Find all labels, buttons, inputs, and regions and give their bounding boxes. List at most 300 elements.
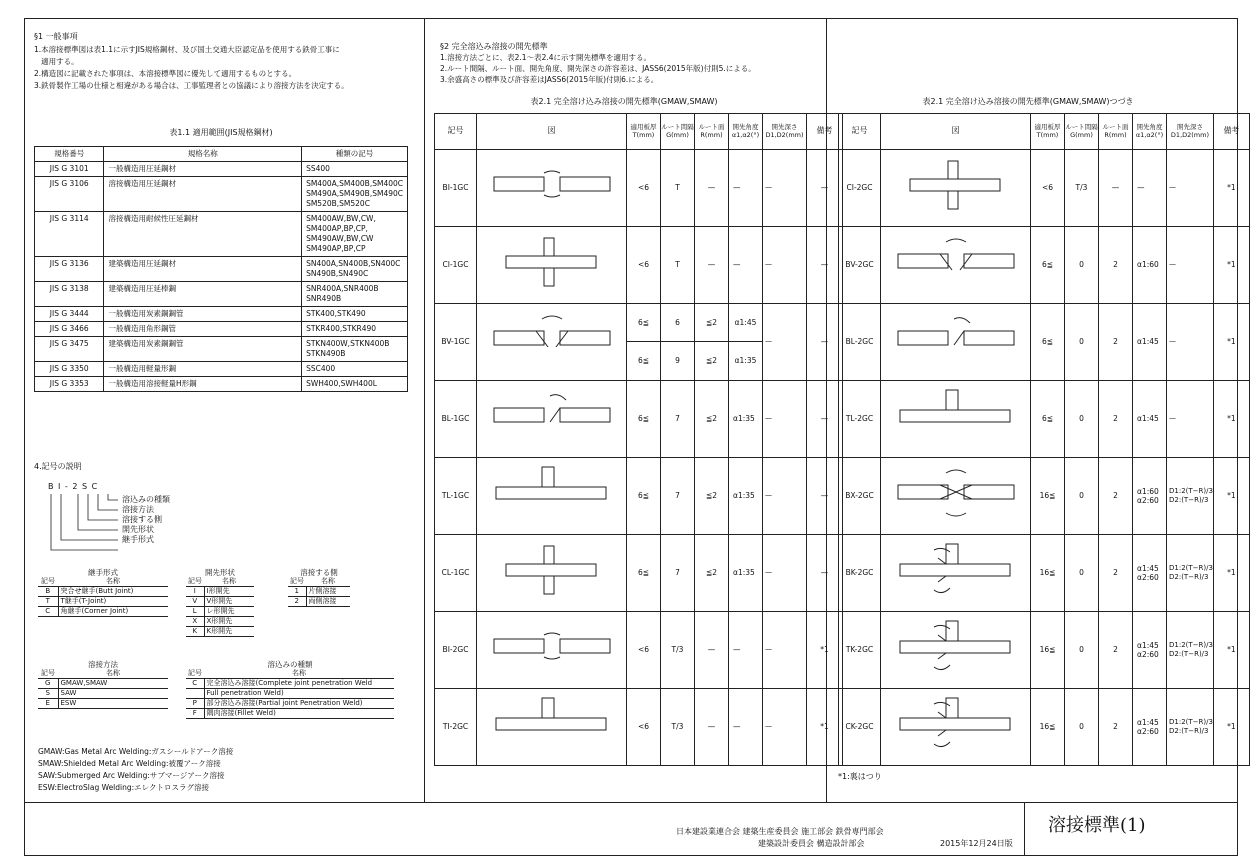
bevel-col-header: 図 xyxy=(477,113,627,149)
cell-d: — xyxy=(763,226,807,303)
bevel-row xyxy=(435,611,843,688)
legend-row xyxy=(186,617,254,627)
legend-code: 1 xyxy=(288,587,306,597)
cell-d: — xyxy=(1167,303,1214,380)
cell-r: — xyxy=(695,226,729,303)
legend-header-row xyxy=(38,669,168,679)
legend-table-title: 溶接方法 xyxy=(88,660,118,669)
diagram-cell xyxy=(881,534,1031,611)
legend-code: T xyxy=(38,597,58,607)
bevel-row xyxy=(435,303,843,380)
cell-code: JIS G 3101 xyxy=(35,161,104,176)
legend-code: C xyxy=(38,607,58,617)
cell-g: T/3 xyxy=(661,611,695,688)
value-upper: 6 xyxy=(661,304,694,342)
legend-code: 2 xyxy=(288,597,306,607)
cell-name: 建築構造用圧延鋼材 xyxy=(104,256,302,281)
cell-d: D1:2(T−R)/3 D2:(T−R)/3 xyxy=(1167,611,1214,688)
cell-name: 溶接構造用圧延鋼材 xyxy=(104,176,302,211)
section-2-notes xyxy=(440,52,820,85)
legend-table-title: 継手形式 xyxy=(88,568,118,577)
legend-col-header: 名称 xyxy=(204,577,254,587)
joint-diagram xyxy=(486,307,618,377)
cell-note: *1 xyxy=(1213,303,1249,380)
legend-code: E xyxy=(38,699,58,709)
cell-note: — xyxy=(807,534,843,611)
cell-t: 6≦ xyxy=(1031,380,1065,457)
bevel-col-header: 備考 xyxy=(807,113,843,149)
value-lower: ≦2 xyxy=(705,355,718,365)
cell-types: SM400AW,BW,CW, SM400AP,BP,CP, SM490AW,BW,CW SM490AP,BP,CP xyxy=(302,211,408,256)
cell-note: — xyxy=(807,303,843,380)
cell-t: <6 xyxy=(627,149,661,226)
legend-table-title: 溶接する側 xyxy=(300,568,338,577)
weld-code: BK-2GC xyxy=(839,534,881,611)
bevel-row xyxy=(435,149,843,226)
bevel-col-header: 開先深さ D1,D2(mm) xyxy=(1167,113,1214,149)
weld-code: TK-2GC xyxy=(839,611,881,688)
diagram-cell xyxy=(881,226,1031,303)
bevel-row xyxy=(839,380,1250,457)
cell-note: *1 xyxy=(1213,226,1249,303)
weld-code: BX-2GC xyxy=(839,457,881,534)
table-row xyxy=(35,176,408,211)
cell-g: 7 xyxy=(661,457,695,534)
legend-label: 開先形状 xyxy=(122,525,154,534)
cell-name: 溶接構造用耐候性圧延鋼材 xyxy=(104,211,302,256)
cell-types: STKN400W,STKN400B STKN490B xyxy=(302,336,408,361)
joint-diagram xyxy=(890,538,1022,608)
joint-diagram xyxy=(486,153,618,223)
cell-d: — xyxy=(763,457,807,534)
cell-g: T/3 xyxy=(661,688,695,765)
cell-r: ≦2 xyxy=(695,380,729,457)
cell-a: α1:45 xyxy=(1133,380,1167,457)
weld-code: BI-1GC xyxy=(435,149,477,226)
abbreviation-line: ESW:ElectroSlag Welding:エレクトロスラグ溶接 xyxy=(38,783,210,792)
bevel-row xyxy=(839,534,1250,611)
bevel-col-header: ルート面 R(mm) xyxy=(1099,113,1133,149)
diagram-cell xyxy=(477,380,627,457)
diagram-cell xyxy=(477,226,627,303)
cell-a: — xyxy=(729,688,763,765)
joint-diagram xyxy=(890,615,1022,685)
bevel-row xyxy=(839,688,1250,765)
legend-code xyxy=(186,689,204,699)
legend-name: I形開先 xyxy=(204,587,254,597)
table-1-1 xyxy=(34,128,408,392)
joint-diagram xyxy=(486,384,618,454)
diagram-cell xyxy=(477,534,627,611)
edition-date: 2015年12月24日版 xyxy=(940,839,1013,848)
legend-name: レ形開先 xyxy=(204,607,254,617)
cell-note: *1 xyxy=(807,688,843,765)
cell-code: JIS G 3114 xyxy=(35,211,104,256)
cell-t: 6≦ xyxy=(627,457,661,534)
symbol-example: B I - 2 S C xyxy=(48,482,99,491)
legend-row xyxy=(288,597,350,607)
cell-name: 建築構造用炭素鋼鋼管 xyxy=(104,336,302,361)
diagram-cell xyxy=(881,688,1031,765)
legend-row xyxy=(38,689,168,699)
legend-row xyxy=(186,699,394,709)
weld-code: CL-1GC xyxy=(435,534,477,611)
diagram-cell xyxy=(881,303,1031,380)
cell-d: — xyxy=(763,303,807,380)
table-2-1b-caption: 表2.1 完全溶け込み溶接の開先標準(GMAW,SMAW)つづき xyxy=(922,97,1134,106)
weld-code: CK-2GC xyxy=(839,688,881,765)
legend-label: 継手形式 xyxy=(122,535,154,544)
cell-note: *1 xyxy=(807,611,843,688)
cell-a: — xyxy=(729,611,763,688)
cell-g: 0 xyxy=(1065,303,1099,380)
cell-g: 0 xyxy=(1065,611,1099,688)
cell-types: SSC400 xyxy=(302,361,408,376)
cell-t: 16≦ xyxy=(1031,688,1065,765)
diagram-cell xyxy=(881,149,1031,226)
legend-code: B xyxy=(38,587,58,597)
organization-line-2: 建築設計委員会 構造設計部会 xyxy=(758,839,865,848)
table-row xyxy=(35,361,408,376)
section-1 xyxy=(34,32,414,92)
diagram-cell xyxy=(881,611,1031,688)
weld-side-table xyxy=(288,568,350,607)
diagram-cell xyxy=(477,149,627,226)
cell-d: — xyxy=(763,380,807,457)
value-lower: 9 xyxy=(675,355,680,365)
cell-r: ≦2 xyxy=(695,534,729,611)
cell-code: JIS G 3350 xyxy=(35,361,104,376)
legend-code: F xyxy=(186,709,204,719)
diagram-cell xyxy=(881,380,1031,457)
bevel-row xyxy=(839,149,1250,226)
legend-header-row xyxy=(38,577,168,587)
legend-code: I xyxy=(186,587,204,597)
table-row xyxy=(35,376,408,391)
legend-name: V形開先 xyxy=(204,597,254,607)
legend-table-title: 溶込みの種類 xyxy=(267,660,313,669)
cell-note: — xyxy=(807,149,843,226)
bevel-row xyxy=(435,380,843,457)
bevel-row xyxy=(435,226,843,303)
section-2-note: 3.余盛高さの標準及び許容差はJASS6(2015年版)付則6.による。 xyxy=(440,74,659,84)
value-upper: α1:45 xyxy=(729,304,762,342)
footnote: *1:裏はつり xyxy=(838,771,882,781)
section-2 xyxy=(440,42,820,85)
cell-g: 0 xyxy=(1065,226,1099,303)
legend-code: K xyxy=(186,627,204,637)
weld-code: CI-1GC xyxy=(435,226,477,303)
cell-t: 6≦ xyxy=(1031,226,1065,303)
joint-diagram xyxy=(486,692,618,762)
abbreviation-line: SMAW:Shielded Metal Arc Welding:被覆アーク溶接 xyxy=(38,759,221,768)
joint-diagram xyxy=(486,538,618,608)
cell-t: <6 xyxy=(1031,149,1065,226)
joint-diagram xyxy=(890,153,1022,223)
cell-t: <6 xyxy=(627,688,661,765)
abbreviation-line: SAW:Submerged Arc Welding:サブマージアーク溶接 xyxy=(38,771,225,780)
cell-types: SS400 xyxy=(302,161,408,176)
bevel-header-row xyxy=(435,113,843,149)
cell-t: 6≦ xyxy=(1031,303,1065,380)
cell-r: 2 xyxy=(1099,380,1133,457)
legend-name: 角継手(Corner Joint) xyxy=(58,607,168,617)
symbol-legend xyxy=(34,462,414,792)
cell-types: STKR400,STKR490 xyxy=(302,321,408,336)
cell-d: — xyxy=(1167,380,1214,457)
value-lower: α1:35 xyxy=(734,355,757,365)
table-row xyxy=(35,306,408,321)
legend-col-header: 記号 xyxy=(290,577,304,585)
joint-diagram xyxy=(890,692,1022,762)
cell-note: — xyxy=(807,226,843,303)
footer-title-divider xyxy=(1024,802,1025,856)
cell-t: 6≦ xyxy=(627,380,661,457)
legend-name: SAW xyxy=(58,689,168,699)
cell-code: JIS G 3138 xyxy=(35,281,104,306)
cell-note: *1 xyxy=(1213,688,1249,765)
weld-code: BV-2GC xyxy=(839,226,881,303)
legend-name: Full penetration Weld) xyxy=(204,689,394,699)
footer-divider xyxy=(24,802,1238,803)
section-1-note: 2.構造図に記載された事項は、本溶接標準図に優先して適用するものとする。 xyxy=(34,68,297,78)
cell-name: 一般構造用圧延鋼材 xyxy=(104,161,302,176)
legend-code: V xyxy=(186,597,204,607)
cell-code: JIS G 3466 xyxy=(35,321,104,336)
cell-r: — xyxy=(1099,149,1133,226)
legend-row xyxy=(186,709,394,719)
cell-r: — xyxy=(695,149,729,226)
cell-g: 0 xyxy=(1065,380,1099,457)
bevel-row xyxy=(839,611,1250,688)
cell-r: — xyxy=(695,688,729,765)
cell-types: STK400,STK490 xyxy=(302,306,408,321)
cell-code: JIS G 3136 xyxy=(35,256,104,281)
cell-a: α1:45 α2:60 xyxy=(1133,611,1167,688)
cell-d: — xyxy=(1167,149,1214,226)
legend-label: 溶接方法 xyxy=(122,505,154,514)
joint-diagram xyxy=(486,615,618,685)
cell-r: 2 xyxy=(1099,457,1133,534)
joint-diagram xyxy=(486,461,618,531)
section-1-note: 適用する。 xyxy=(34,56,79,66)
legend-header-row xyxy=(186,577,254,587)
cell-g: 0 xyxy=(1065,534,1099,611)
cell-types: SN400A,SN400B,SN400C SN490B,SN490C xyxy=(302,256,408,281)
weld-code: BV-1GC xyxy=(435,303,477,380)
legend-row xyxy=(38,587,168,597)
legend-col-header: 記号 xyxy=(38,669,58,679)
legend-row xyxy=(186,607,254,617)
bevel-col-header: ルート面 R(mm) xyxy=(695,113,729,149)
cell-g xyxy=(661,303,695,380)
legend-col-header: 記号 xyxy=(188,669,202,677)
cell-name: 一般構造用溶接軽量H形鋼 xyxy=(104,376,302,391)
table-1-1-caption: 表1.1 適用範囲(JIS規格鋼材) xyxy=(169,128,273,137)
section-1-note: 1.本溶接標準図は表1.1に示すJIS規格鋼材、及び国土交通大臣認定品を使用する鉄骨工事に xyxy=(34,44,340,54)
legend-name: X形開先 xyxy=(204,617,254,627)
col-header: 規格番号 xyxy=(35,146,104,161)
bevel-table-continued xyxy=(838,113,1250,766)
cell-d: D1:2(T−R)/3 D2:(T−R)/3 xyxy=(1167,688,1214,765)
bevel-row xyxy=(839,303,1250,380)
cell-t: 6≦ xyxy=(627,534,661,611)
cell-name: 一般構造用軽量形鋼 xyxy=(104,361,302,376)
weld-code: BI-2GC xyxy=(435,611,477,688)
cell-t: 16≦ xyxy=(1031,457,1065,534)
legend-code: S xyxy=(38,689,58,699)
section-1-note: 3.鉄骨製作工場の仕様と相違がある場合は、工事監理者との協議により溶接方法を決定する。 xyxy=(34,80,349,90)
weld-code: TL-2GC xyxy=(839,380,881,457)
table-2-1 xyxy=(434,97,843,766)
bevel-row xyxy=(839,457,1250,534)
diagram-cell xyxy=(477,457,627,534)
cell-r: 2 xyxy=(1099,688,1133,765)
bevel-col-header: 備考 xyxy=(1213,113,1249,149)
legend-col-header: 名称 xyxy=(204,669,394,679)
legend-name: GMAW,SMAW xyxy=(58,679,168,689)
legend-col-header: 名称 xyxy=(306,577,350,587)
weld-method-table xyxy=(38,660,168,709)
bevel-col-header: 開先角度 α1,α2(°) xyxy=(729,113,763,149)
cell-r: 2 xyxy=(1099,611,1133,688)
bevel-row xyxy=(435,534,843,611)
bevel-col-header: 図 xyxy=(881,113,1031,149)
bevel-row xyxy=(839,226,1250,303)
cell-d: — xyxy=(763,149,807,226)
cell-code: JIS G 3475 xyxy=(35,336,104,361)
legend-label: 溶込みの種類 xyxy=(122,495,170,504)
cell-g: 0 xyxy=(1065,457,1099,534)
legend-name: K形開先 xyxy=(204,627,254,637)
legend-table-title: 開先形状 xyxy=(205,568,235,577)
legend-row xyxy=(186,627,254,637)
cell-d: — xyxy=(763,534,807,611)
table-2-1-caption: 表2.1 完全溶け込み溶接の開先標準(GMAW,SMAW) xyxy=(530,97,718,106)
cell-note: *1 xyxy=(1213,611,1249,688)
joint-diagram xyxy=(890,461,1022,531)
cell-note: — xyxy=(807,457,843,534)
table-row xyxy=(35,281,408,306)
section-2-note: 1.溶接方法ごとに、表2.1～表2.4に示す開先標準を適用する。 xyxy=(440,52,652,62)
weld-code: CI-2GC xyxy=(839,149,881,226)
cell-t: 16≦ xyxy=(1031,534,1065,611)
cell-r: 2 xyxy=(1099,534,1133,611)
cell-a xyxy=(729,303,763,380)
cell-a: α1:35 xyxy=(729,457,763,534)
cell-d: D1:2(T−R)/3 D2:(T−R)/3 xyxy=(1167,457,1214,534)
value-upper: 6≦ xyxy=(627,304,660,342)
table-row xyxy=(35,321,408,336)
table-row xyxy=(35,256,408,281)
cell-g: T/3 xyxy=(1065,149,1099,226)
cell-name: 一般構造用炭素鋼鋼管 xyxy=(104,306,302,321)
cell-note: *1 xyxy=(1213,380,1249,457)
cell-a: — xyxy=(729,149,763,226)
col-header: 種類の記号 xyxy=(302,146,408,161)
weld-code: TL-1GC xyxy=(435,457,477,534)
cell-types: SWH400,SWH400L xyxy=(302,376,408,391)
legend-name: 突合せ継手(Butt Joint) xyxy=(58,587,168,597)
cell-r: — xyxy=(695,611,729,688)
cell-g: T xyxy=(661,149,695,226)
cell-g: 7 xyxy=(661,534,695,611)
cell-code: JIS G 3444 xyxy=(35,306,104,321)
cell-name: 一般構造用角形鋼管 xyxy=(104,321,302,336)
bevel-col-header: 開先角度 α1,α2(°) xyxy=(1133,113,1167,149)
section-1-notes xyxy=(34,44,414,92)
cell-d: — xyxy=(763,611,807,688)
table-row xyxy=(35,211,408,256)
legend-header-row xyxy=(288,577,350,587)
bevel-col-header: 記号 xyxy=(435,113,477,149)
organization-line-1: 日本建設業連合会 建築生産委員会 施工部会 鉄骨専門部会 xyxy=(676,827,884,836)
symbol-leader-lines xyxy=(48,492,128,554)
legend-code: L xyxy=(186,607,204,617)
groove-shape-table xyxy=(186,568,254,637)
legend-col-header: 記号 xyxy=(38,577,58,587)
legend-name: 両側溶接 xyxy=(306,597,350,607)
cell-note: — xyxy=(807,380,843,457)
joint-type-table xyxy=(38,568,168,617)
cell-t: <6 xyxy=(627,226,661,303)
legend-name: 部分溶込み溶接(Partial joint Penetration Weld) xyxy=(204,699,394,709)
cell-r: 2 xyxy=(1099,226,1133,303)
bevel-row xyxy=(435,688,843,765)
legend-name: 隅肉溶接(Fillet Weld) xyxy=(204,709,394,719)
cell-a: — xyxy=(729,226,763,303)
legend-label: 溶接する側 xyxy=(122,515,162,524)
cell-t xyxy=(627,303,661,380)
legend-col-header: 名称 xyxy=(58,669,168,679)
penetration-table xyxy=(186,660,394,719)
cell-a: α1:45 α2:60 xyxy=(1133,534,1167,611)
legend-col-header: 名称 xyxy=(58,577,168,587)
joint-diagram xyxy=(890,230,1022,300)
bevel-col-header: 記号 xyxy=(839,113,881,149)
cell-types: SM400A,SM400B,SM400C SM490A,SM490B,SM490C SM520B,SM520C xyxy=(302,176,408,211)
cell-d: — xyxy=(1167,226,1214,303)
legend-row xyxy=(186,587,254,597)
cell-code: JIS G 3106 xyxy=(35,176,104,211)
cell-code: JIS G 3353 xyxy=(35,376,104,391)
abbreviation-line: GMAW:Gas Metal Arc Welding:ガスシールドアーク溶接 xyxy=(38,747,234,756)
legend-row xyxy=(38,699,168,709)
legend-name: 片側溶接 xyxy=(306,587,350,597)
legend-row xyxy=(38,607,168,617)
legend-row xyxy=(288,587,350,597)
scope-table xyxy=(34,146,408,392)
cell-a: α1:35 xyxy=(729,380,763,457)
weld-code: BL-1GC xyxy=(435,380,477,457)
cell-r: ≦2 xyxy=(695,457,729,534)
legend-name: 完全溶込み溶接(Complete joint penetration Weld xyxy=(204,679,394,689)
cell-name: 建築構造用圧延棒鋼 xyxy=(104,281,302,306)
column-divider xyxy=(424,18,425,802)
cell-types: SNR400A,SNR400B SNR490B xyxy=(302,281,408,306)
cell-r xyxy=(695,303,729,380)
diagram-cell xyxy=(477,303,627,380)
abbreviations xyxy=(38,746,233,794)
cell-d: — xyxy=(763,688,807,765)
cell-a: α1:45 xyxy=(1133,303,1167,380)
table-2-1-continued xyxy=(838,97,1250,781)
cell-r: 2 xyxy=(1099,303,1133,380)
legend-code: G xyxy=(38,679,58,689)
section-1-heading: §1 一般事項 xyxy=(34,32,78,41)
section-2-heading: §2 完全溶込み溶接の開先標準 xyxy=(440,42,548,51)
cell-note: *1 xyxy=(1213,149,1249,226)
